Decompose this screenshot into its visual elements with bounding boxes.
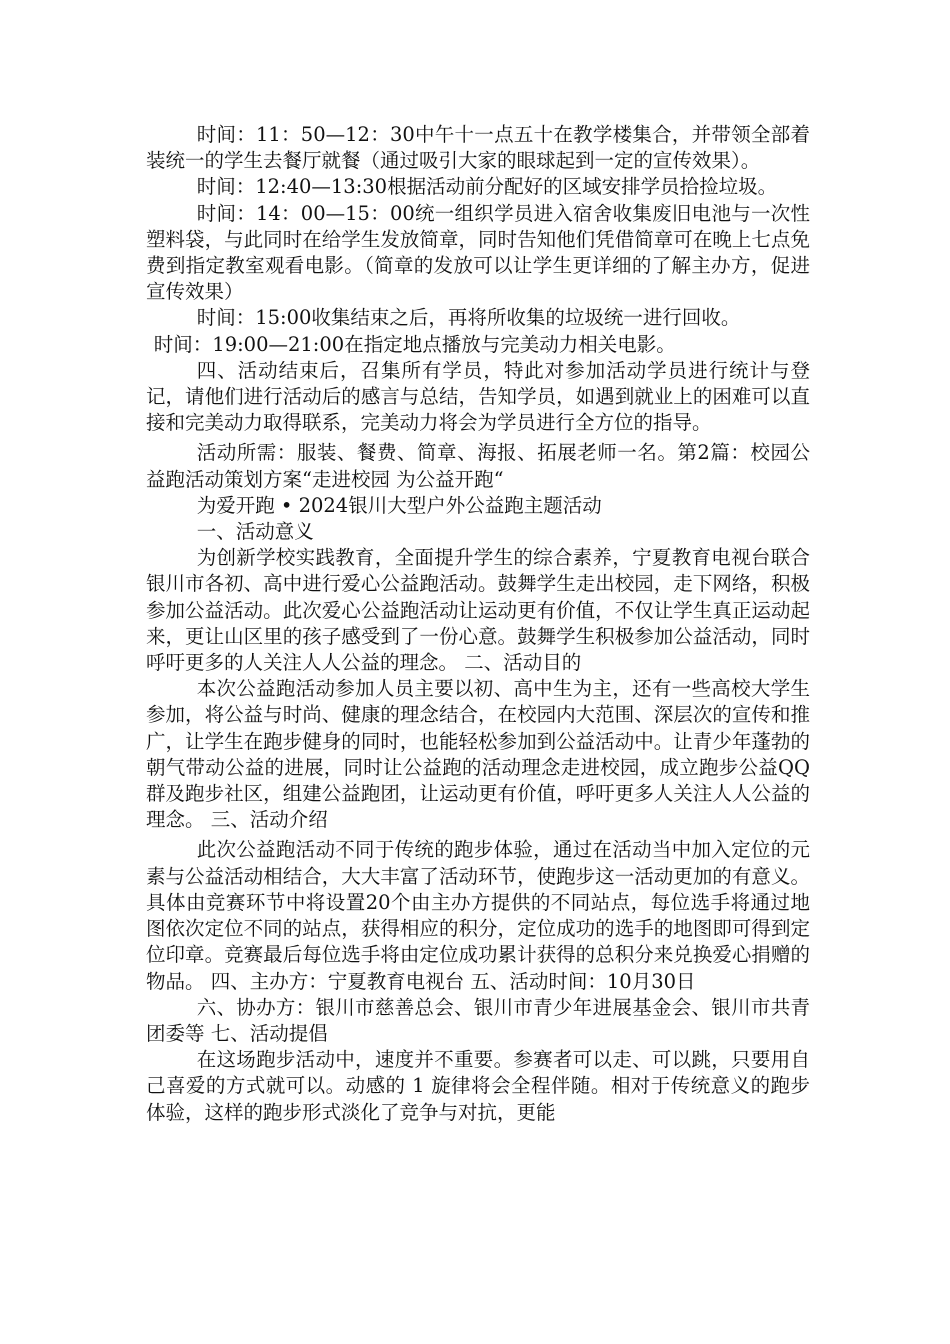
paragraph-schedule-movie: 时间：19:00—21:00在指定地点播放与完美动力相关电影。 (153, 332, 676, 356)
paragraph-schedule-lunch: 时间：11：50—12：30中午十一点五十在教学楼集合，并带领全部着装统一的学生去餐厅就餐（通过吸引大家的眼球起到一定的宣传效果）。 (146, 123, 810, 173)
paragraph-schedule-cleanup: 时间：12:40—13:30根据活动前分配好的区域安排学员拾捡垃圾。 (196, 175, 778, 199)
heading-significance: 一、活动意义 (196, 520, 314, 544)
paragraph-requirements: 活动所需：服装、餐费、简章、海报、拓展老师一名。第2篇：校园公益跑活动策划方案“走进校园 为公益开跑“ (146, 441, 810, 491)
paragraph-advocacy: 在这场跑步活动中，速度并不重要。参赛者可以走、可以跳，只要用自己喜爱的方式就可以。动感的 1 旋律将会全程伴随。相对于传统意义的跑步体验，这样的跑步形式淡化了竞争与对抗，更能 (146, 1048, 810, 1124)
paragraph-activity-end: 四、活动结束后，召集所有学员，特此对参加活动学员进行统计与登记，请他们进行活动后的感言与总结，告知学员，如遇到就业上的困难可以直接和完美动力取得联系，完美动力将会为学员进行全方位的指导。 (146, 358, 810, 435)
paragraph-purpose: 本次公益跑活动参加人员主要以初、高中生为主，还有一些高校大学生参加，将公益与时尚、健康的理念结合，在校园内大范围、深层次的宣传和推广，让学生在跑步健身的同时，也能轻松参加到公益活动中。让青少年蓬勃的朝气带动公益的进展，同时让公益跑的活动理念走进校园，成立跑步公益QQ群及跑步社区，组建公益跑团，让运动更有价值，呼吁更多人关注人人公益的理念。 三、活动介绍 (146, 677, 810, 832)
paragraph-significance: 为创新学校实践教育，全面提升学生的综合素养，宁夏教育电视台联合银川市各初、高中进行爱心公益跑活动。鼓舞学生走出校园，走下网络，积极参加公益活动。此次爱心公益跑活动让运动更有价值，不仅让学生真正运动起来，更让山区里的孩子感受到了一份心意。鼓舞学生积极参加公益活动，同时呼吁更多的人关注人人公益的理念。 二、活动目的 (146, 546, 810, 675)
paragraph-schedule-collection: 时间：14：00—15：00统一组织学员进入宿舍收集废旧电池与一次性塑料袋，与此同时在给学生发放简章，同时告知他们凭借简章可在晚上七点免费到指定教室观看电影。（简章的发放可以让学生更详细的了解主办方，促进宣传效果） (146, 201, 810, 304)
paragraph-event-title: 为爱开跑 • 2024银川大型户外公益跑主题活动 (196, 493, 602, 517)
paragraph-introduction: 此次公益跑活动不同于传统的跑步体验，通过在活动当中加入定位的元素与公益活动相结合，大大丰富了活动环节，使跑步这一活动更加的有意义。具体由竞赛环节中将设置20个由主办方提供的不同站点，每位选手将通过地图依次定位不同的站点，获得相应的积分，定位成功的选手的地图即可得到定位印章。竞赛最后每位选手将由定位成功累计获得的总积分来兑换爱心捐赠的物品。 四、主办方：宁夏教育电视台 五、活动时间：10月30日 (146, 838, 810, 993)
document-body (146, 122, 810, 1126)
paragraph-co-organizers: 六、协办方：银川市慈善总会、银川市青少年进展基金会、银川市共青团委等 七、活动提倡 (146, 995, 810, 1045)
paragraph-schedule-recycle: 时间：15:00收集结束之后，再将所收集的垃圾统一进行回收。 (196, 306, 741, 330)
